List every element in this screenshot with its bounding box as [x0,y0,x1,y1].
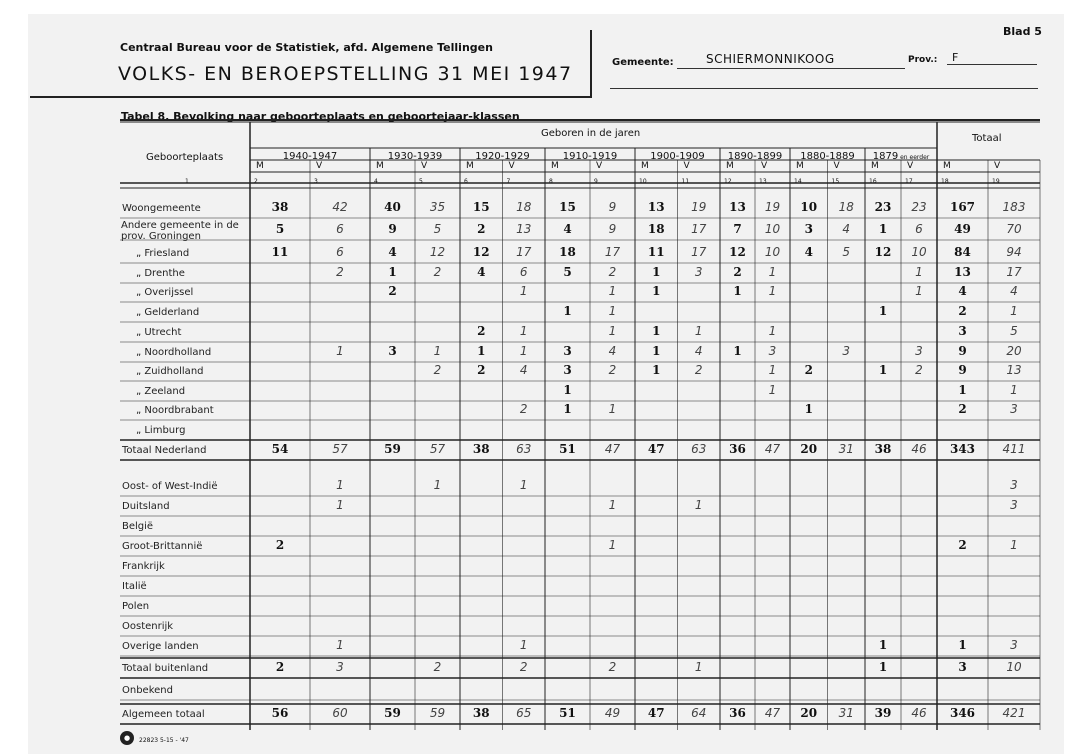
table-cell: 49 [954,222,971,236]
row-label: Onbekend [122,685,173,696]
table-cell: 1 [915,265,923,279]
table-cell: 1 [958,638,967,652]
table-cell: 1 [336,498,344,512]
table-cell: 59 [429,706,446,720]
row-label: „ Overijssel [136,287,194,298]
table-cell: 1 [768,363,777,377]
table-cell: 59 [384,442,401,456]
table-cell: 3 [958,324,967,338]
table-cell: 56 [271,706,289,720]
table-cell: 1 [336,344,344,358]
table-cell: 20 [800,706,818,720]
year-group-header: 1910-1919 [562,151,618,162]
table-cell: 39 [874,706,892,720]
table-cell: 20 [800,442,818,456]
table-cell: 1 [733,344,742,358]
table-cell: 2 [477,222,486,236]
table-cell: 4 [563,222,572,236]
table-cell: 23 [874,200,892,214]
v-column-header: V [761,161,768,171]
table-cell: 1 [878,222,888,236]
table-cell: 1 [768,284,777,298]
v-column-header: V [683,161,690,171]
table-cell: 2 [336,265,344,279]
table-cell: 6 [915,222,923,236]
table-cell: 2 [275,538,285,552]
m-column-header: M [641,161,649,171]
year-group-header: 1880-1889 [800,151,855,162]
year-group-header: 1900-1909 [650,151,705,162]
row-label: „ Utrecht [136,327,182,338]
row-label: „ Noordholland [136,347,212,358]
table-cell: 49 [604,706,621,720]
table-cell: 3 [768,344,777,358]
table-cell: 2 [477,324,486,338]
table-cell: 42 [332,200,348,214]
table-cell: 1 [519,284,528,298]
table-cell: 19 [691,200,707,214]
table-cell: 9 [388,222,397,236]
page-number: Blad 5 [1003,25,1042,38]
table-cell: 18 [559,245,576,259]
table-cell: 13 [954,265,971,279]
table-cell: 7 [733,222,742,236]
table-cell: 9 [608,222,617,236]
table-cell: 1 [804,402,813,416]
table-cell: 1 [1010,383,1018,397]
table-cell: 59 [384,706,401,720]
table-cell: 60 [332,706,348,720]
form-title: VOLKS- EN BEROEPSTELLING 31 MEI 1947 [118,63,573,85]
table-cell: 346 [949,706,976,720]
table-cell: 1 [768,324,777,338]
table-cell: 31 [838,442,854,456]
table-cell: 10 [911,245,927,259]
table-cell: 10 [800,200,818,214]
row-label: Duitsland [122,501,170,512]
table-cell: 343 [949,442,976,456]
table-cell: 1 [519,324,528,338]
table-cell: 1 [608,402,617,416]
table-cell: 2 [804,363,813,377]
table-cell: 4 [608,344,617,358]
table-cell: 1 [694,660,703,674]
table-cell: 183 [1002,200,1026,214]
v-column-header: V [907,161,914,171]
table-cell: 1 [563,402,572,416]
table-cell: 13 [647,200,665,214]
table-cell: 47 [764,442,781,456]
table-cell: 38 [874,442,892,456]
column-number: 8 [549,178,553,185]
column-number: 14 [794,178,802,185]
table-cell: 17 [516,245,532,259]
table-cell: 5 [433,222,442,236]
year-group-header: 1940-1947 [282,151,338,162]
table-cell: 13 [516,222,532,236]
table-cell: 1 [336,478,344,492]
table-title: Tabel 8. Bevolking naar geboorteplaats en geboortejaar-klassen [121,110,520,123]
table-cell: 1 [563,383,572,397]
column-number: 10 [639,178,647,185]
row-label: Algemeen totaal [122,709,205,720]
v-column-header: V [833,161,840,171]
table-cell: 4 [958,284,967,298]
table-cell: 57 [332,442,348,456]
table-cell: 167 [949,200,976,214]
column-number: 6 [464,178,468,185]
table-cell: 15 [559,200,576,214]
table-cell: 1 [336,638,344,652]
m-column-header: M [466,161,474,171]
row-label: Andere gemeente in de prov. Groningen [121,220,239,242]
row-label: België [122,521,154,532]
gemeente-label: Gemeente: [612,57,674,68]
table-cell: 9 [958,344,967,358]
m-column-header: M [256,161,264,171]
table-cell: 47 [647,442,665,456]
table-cell: 1 [608,284,617,298]
table-cell: 4 [804,245,813,259]
column-number: 19 [992,178,1000,185]
table-cell: 2 [958,304,967,318]
province-value: F [952,51,959,64]
table-cell: 46 [911,442,927,456]
table-cell: 2 [915,363,923,377]
table-cell: 3 [563,363,572,377]
table-cell: 94 [1006,245,1022,259]
table-cell: 1 [878,304,888,318]
row-label: „ Drenthe [136,268,185,279]
table-cell: 17 [691,222,707,236]
years-header: Geboren in de jaren [541,128,641,139]
v-column-header: V [994,161,1001,171]
table-cell: 46 [911,706,927,720]
column-number: 2 [254,178,258,185]
table-cell: 1 [652,344,661,358]
table-cell: 10 [764,222,781,236]
table-cell: 9 [958,363,967,377]
column-number: 7 [506,178,511,185]
table-cell: 2 [733,265,742,279]
table-cell: 12 [729,245,746,259]
table-cell: 63 [691,442,707,456]
table-cell: 3 [388,344,397,358]
table-cell: 1 [433,344,442,358]
table-cell: 3 [1010,638,1018,652]
table-cell: 4 [388,245,397,259]
table-cell: 19 [764,200,781,214]
table-cell: 411 [1002,442,1026,456]
row-label: Italië [122,581,147,592]
year-group-header: 1930-1939 [387,151,443,162]
table-cell: 1 [652,265,661,279]
year-group-suffix: en eerder [898,154,930,161]
table-cell: 1 [768,265,777,279]
row-label: Groot-Brittannië [122,541,203,552]
table-cell: 12 [472,245,490,259]
table-cell: 1 [608,304,617,318]
table-cell: 4 [694,344,703,358]
row-label: „ Friesland [136,248,190,259]
table-cell: 3 [694,265,703,279]
row-label: „ Gelderland [136,307,200,318]
column-number: 3 [314,178,318,185]
table-cell: 35 [429,200,446,214]
table-cell: 3 [563,344,572,358]
table-cell: 84 [954,245,971,259]
total-header: Totaal [972,133,1002,144]
table-cell: 40 [384,200,401,214]
row-label: Polen [122,601,150,612]
table-cell: 5 [563,265,572,279]
m-column-header: M [796,161,804,171]
table-cell: 12 [874,245,892,259]
table-cell: 6 [519,265,528,279]
table-cell: 15 [472,200,490,214]
table-cell: 10 [1006,660,1022,674]
column-number: 16 [869,178,877,185]
table-cell: 2 [519,402,528,416]
table-cell: 2 [388,284,397,298]
table-cell: 17 [1006,265,1022,279]
table-cell: 63 [516,442,532,456]
table-cell: 1 [652,284,661,298]
province-label: Prov.: [908,55,938,65]
m-column-header: M [943,161,951,171]
table-cell: 5 [842,245,851,259]
m-column-header: M [726,161,734,171]
m-column-header: M [871,161,879,171]
table-cell: 3 [958,660,967,674]
table-cell: 57 [429,442,446,456]
table-cell: 9 [608,200,617,214]
table-cell: 64 [691,706,707,720]
column-number: 13 [759,178,767,185]
column-number: 11 [681,178,690,185]
table-cell: 31 [838,706,854,720]
table-cell: 70 [1006,222,1022,236]
table-cell: 13 [1006,363,1022,377]
column-number: 15 [831,178,840,185]
table-cell: 1 [878,363,888,377]
table-cell: 3 [1010,478,1018,492]
table-cell: 1 [433,478,442,492]
table-cell: 1 [608,538,617,552]
table-cell: 65 [516,706,532,720]
table-cell: 2 [958,538,967,552]
table-cell: 17 [691,245,707,259]
table-cell: 3 [804,222,813,236]
table-cell: 3 [842,344,851,358]
row-label: Oostenrijk [122,621,174,632]
table-cell: 1 [563,304,572,318]
table-cell: 1 [477,344,486,358]
table-cell: 1 [1010,538,1018,552]
year-group-header: 1890-1899 [727,151,783,162]
row-label: Totaal buitenland [122,663,209,674]
column-number: 12 [724,178,732,185]
table-cell: 2 [958,402,967,416]
table-cell: 1 [915,284,923,298]
table-cell: 1 [1010,304,1018,318]
table-cell: 2 [275,660,285,674]
v-column-header: V [421,161,428,171]
table-cell: 18 [838,200,854,214]
column-number: 5 [419,178,423,185]
year-group-header: 1920-1929 [475,151,530,162]
gemeente-value: SCHIERMONNIKOOG [706,52,835,66]
table-cell: 2 [608,265,617,279]
table-cell: 2 [433,660,442,674]
table-cell: 1 [608,324,617,338]
row-label: „ Noordbrabant [136,405,214,416]
table-cell: 4 [519,363,528,377]
table-cell: 1 [519,478,528,492]
table-cell: 1 [608,498,617,512]
column-number: 17 [905,178,913,185]
column-number: 4 [374,178,378,185]
table-cell: 51 [559,442,576,456]
table-cell: 3 [336,660,344,674]
table-cell: 1 [694,498,703,512]
table-cell: 6 [336,222,344,236]
table-cell: 38 [271,200,289,214]
table-cell: 1 [694,324,703,338]
table-cell: 38 [472,442,490,456]
table-cell: 47 [647,706,665,720]
table-cell: 47 [604,442,621,456]
row-label: Woongemeente [122,203,201,214]
table-cell: 3 [915,344,923,358]
table-cell: 18 [647,222,665,236]
table-cell: 2 [608,363,617,377]
table-cell: 2 [694,363,703,377]
table-cell: 2 [433,265,442,279]
birthplace-header: Geboorteplaats [146,152,224,163]
table-cell: 2 [608,660,617,674]
table-cell: 18 [516,200,532,214]
table-cell: 36 [729,706,746,720]
row-label: „ Zeeland [136,386,186,397]
table-cell: 6 [336,245,344,259]
v-column-header: V [596,161,603,171]
table-cell: 38 [472,706,490,720]
print-code: 22823 5-15 - '47 [139,737,189,744]
row-label: Totaal Nederland [122,445,207,456]
row-label: Overige landen [122,641,199,652]
v-column-header: V [316,161,323,171]
table-cell: 1 [652,324,661,338]
table-cell: 51 [559,706,576,720]
table-cell: 5 [1010,324,1018,338]
m-column-header: M [551,161,559,171]
table-cell: 10 [764,245,781,259]
table-cell: 1 [519,638,528,652]
table-cell: 20 [1006,344,1022,358]
table-cell: 11 [647,245,665,259]
row-label: „ Zuidholland [136,366,204,377]
table-cell: 2 [519,660,528,674]
table-cell: 17 [604,245,621,259]
year-group-header: 1879 en eerder [872,151,930,162]
table-cell: 1 [878,660,888,674]
table-cell: 11 [271,245,289,259]
table-cell: 4 [477,265,486,279]
table-cell: 1 [733,284,742,298]
table-cell: 4 [842,222,851,236]
table-cell: 1 [768,383,777,397]
table-cell: 5 [275,222,285,236]
table-cell: 1 [519,344,528,358]
table-cell: 1 [958,383,967,397]
table-cell: 23 [911,200,927,214]
organization-line: Centraal Bureau voor de Statistiek, afd. Algemene Tellingen [120,41,493,54]
v-column-header: V [508,161,515,171]
table-cell: 3 [1010,402,1018,416]
printer-seal-icon: ● [120,731,134,745]
row-label: Frankrijk [122,561,165,572]
table-cell: 1 [388,265,397,279]
table-cell: 2 [477,363,486,377]
column-number: 1 [185,178,189,185]
table-cell: 1 [878,638,888,652]
table-cell: 2 [433,363,442,377]
table-cell: 36 [729,442,746,456]
column-number: 9 [594,178,598,185]
table-cell: 421 [1002,706,1026,720]
table-cell: 1 [652,363,661,377]
table-cell: 54 [271,442,289,456]
column-number: 18 [941,178,949,185]
row-label: Oost- of West-Indië [122,481,218,492]
table-cell: 4 [1010,284,1018,298]
table-cell: 13 [729,200,746,214]
row-label: „ Limburg [136,425,186,436]
table-cell: 3 [1010,498,1018,512]
table-cell: 47 [764,706,781,720]
table-cell: 12 [429,245,446,259]
m-column-header: M [376,161,384,171]
